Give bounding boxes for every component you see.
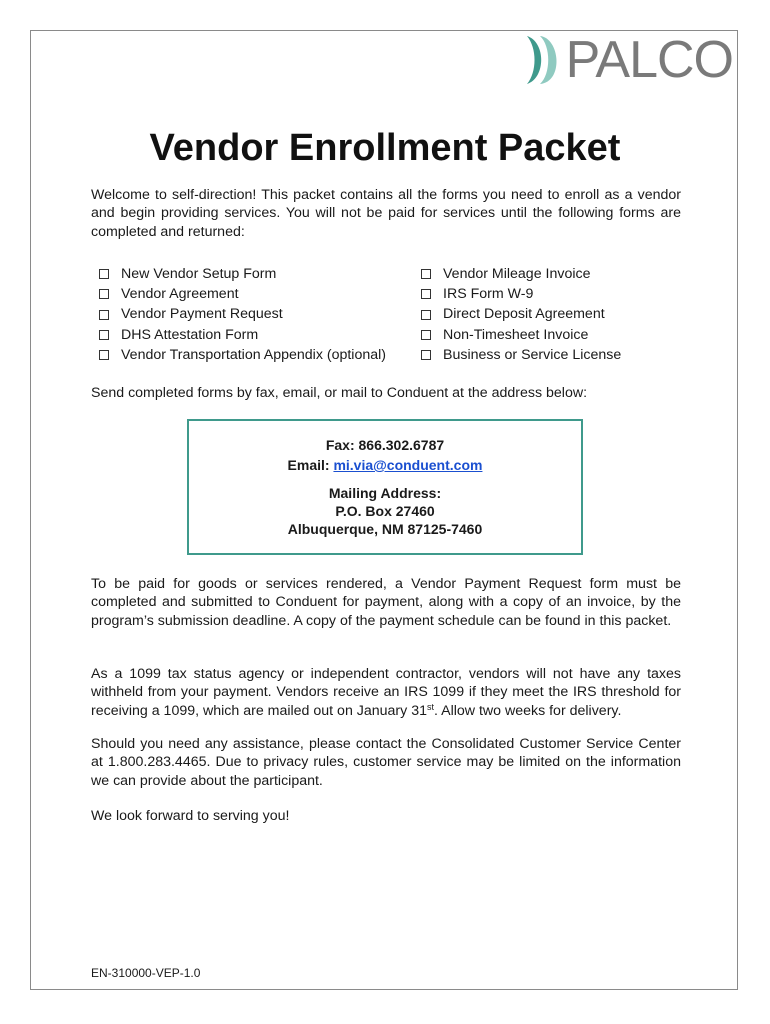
checklist-item: Direct Deposit Agreement (421, 304, 621, 324)
help-paragraph: Should you need any assistance, please contact the Consolidated Customer Service Center at 1.800.283.4465. Due to privacy rules, customer service may be limited on the information we can provide about the participant. (91, 736, 681, 789)
document-code: EN-310000-VEP-1.0 (91, 966, 201, 980)
closing-paragraph: We look forward to serving you! (91, 808, 290, 824)
fax-number: 866.302.6787 (358, 437, 445, 453)
mailing-address-label: Mailing Address: (328, 485, 442, 501)
checklist-item: Vendor Payment Request (99, 304, 421, 324)
checklist-item: Business or Service License (421, 345, 621, 365)
checkbox-icon[interactable] (99, 350, 109, 360)
email-line: Email: mi.via@conduent.com (287, 457, 483, 473)
fax-line: Fax: 866.302.6787 (325, 437, 445, 453)
contact-info-box (187, 419, 583, 555)
checklist-item: Vendor Agreement (99, 284, 421, 304)
checkbox-icon[interactable] (99, 310, 109, 320)
page-title: Vendor Enrollment Packet (149, 127, 621, 169)
checkbox-icon[interactable] (99, 269, 109, 279)
checklist-item: Vendor Transportation Appendix (optional) (99, 345, 421, 365)
checkbox-icon[interactable] (421, 289, 431, 299)
send-instructions: Send completed forms by fax, email, or mail to Conduent at the address below: (91, 385, 588, 401)
document-page (30, 30, 738, 990)
checklist-item: New Vendor Setup Form (99, 264, 421, 284)
palco-logo (524, 31, 733, 89)
forms-checklist (99, 264, 699, 365)
logo-wordmark: PALCO (565, 31, 733, 89)
checkbox-icon[interactable] (99, 330, 109, 340)
forms-list-right (421, 264, 621, 365)
checkbox-icon[interactable] (421, 310, 431, 320)
payment-paragraph: To be paid for goods or services rendered, a Vendor Payment Request form must be completed and submitted to Conduent for payment, along with a copy of an invoice, by the program’s submission deadline. A copy of the payment schedule can be found in this packet. (91, 576, 681, 629)
checklist-item: DHS Attestation Form (99, 325, 421, 345)
checkbox-icon[interactable] (421, 330, 431, 340)
checklist-item: IRS Form W-9 (421, 284, 621, 304)
tax-paragraph: As a 1099 tax status agency or independent contractor, vendors will not have any taxes withheld from your payment. Vendors receive an IRS 1099 if they meet the IRS threshold for receiving a 1099, which are mailed out on January 31st. Allow two weeks for delivery. (91, 666, 681, 719)
checkbox-icon[interactable] (421, 269, 431, 279)
forms-list-left (99, 264, 421, 365)
intro-paragraph: Welcome to self-direction! This packet contains all the forms you need to enroll as a vendor and begin providing services. You will not be paid for services until the following forms are completed and returned: (91, 187, 681, 240)
city-state-zip: Albuquerque, NM 87125-7460 (287, 521, 483, 537)
checklist-item: Vendor Mileage Invoice (421, 264, 621, 284)
email-link[interactable]: mi.via@conduent.com (333, 457, 483, 473)
checkbox-icon[interactable] (99, 289, 109, 299)
po-box: P.O. Box 27460 (335, 503, 435, 519)
palco-logo-mark-icon (524, 34, 564, 86)
checkbox-icon[interactable] (421, 350, 431, 360)
checklist-item: Non-Timesheet Invoice (421, 325, 621, 345)
